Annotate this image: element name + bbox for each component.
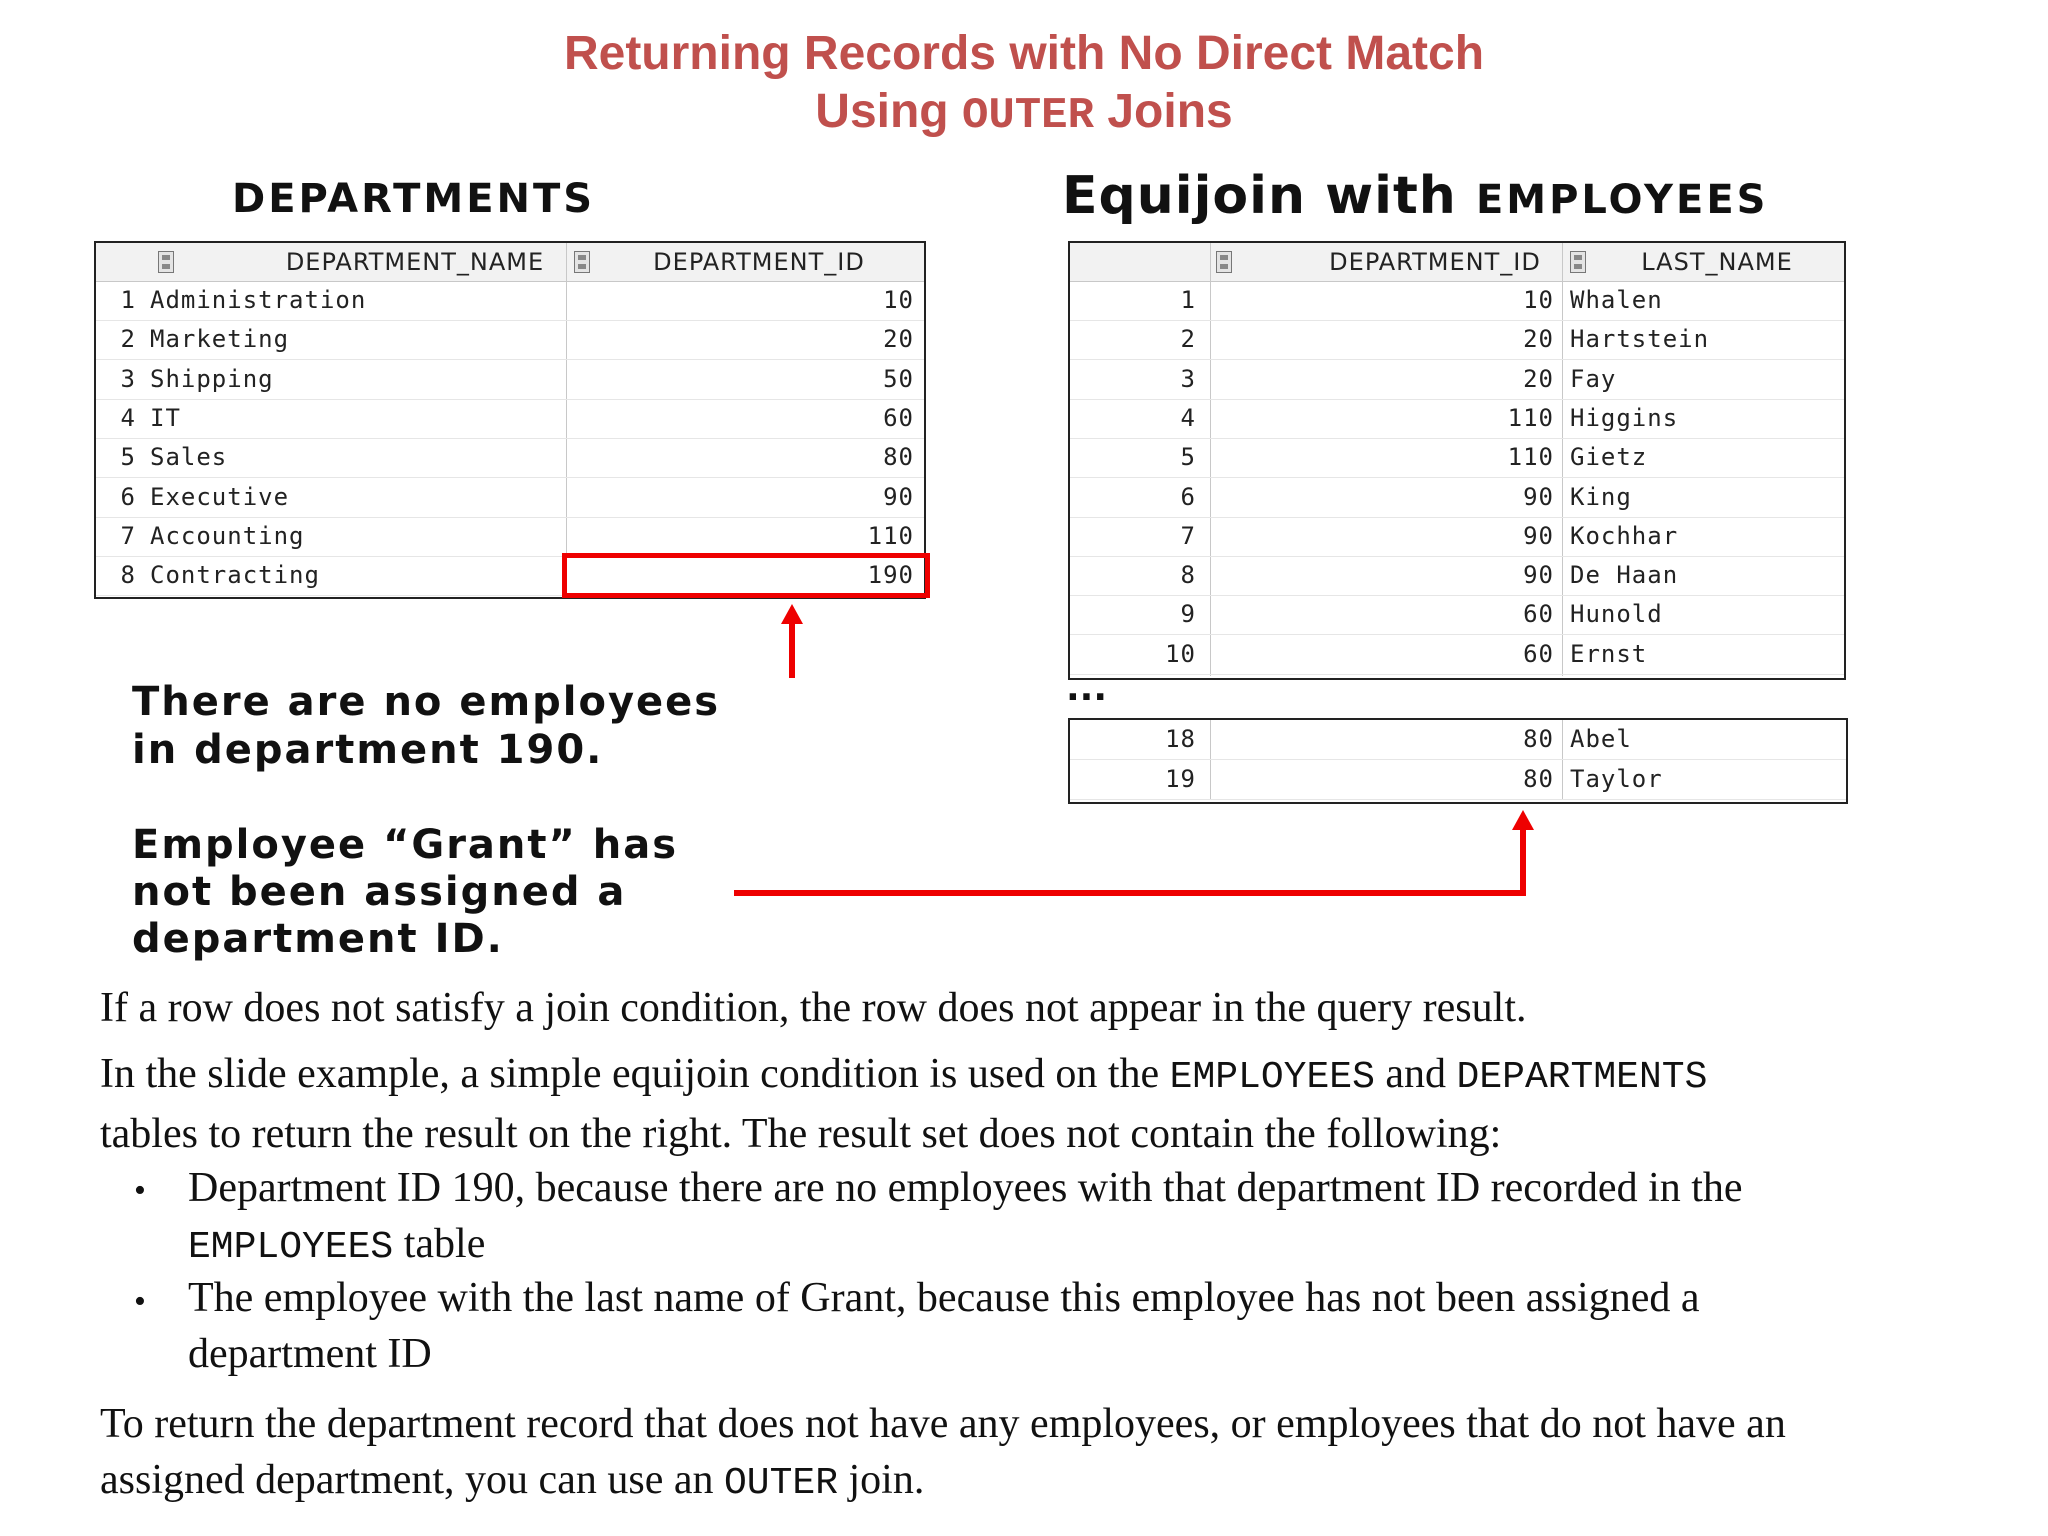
table-row[interactable]: [1070, 635, 1844, 675]
department-name-cell: Sales: [150, 443, 228, 472]
grant-line3: department ID.: [132, 916, 504, 962]
department-name-cell: Accounting: [150, 521, 305, 550]
note-paragraph-3: [100, 1396, 2000, 1512]
row-number: 5: [1180, 443, 1196, 472]
note-paragraph-3-line1: To return the department record that does not have any employees, or employees that do not have an: [100, 1401, 1786, 1447]
row-number: 4: [120, 403, 136, 432]
table-row[interactable]: [1070, 760, 1846, 800]
department-id-cell: 10: [1523, 286, 1554, 314]
department-id-cell: 110: [867, 521, 914, 550]
department-name-cell: Marketing: [150, 325, 290, 354]
bullet-item-1: [188, 1160, 2008, 1276]
last-name-cell: Gietz: [1570, 443, 1648, 472]
note-paragraph-1: If a row does not satisfy a join condition, the row does not appear in the query result.: [100, 985, 1527, 1031]
no-employees-line2: in department 190.: [132, 727, 604, 773]
table-row[interactable]: [96, 281, 924, 321]
department-id-cell: 90: [883, 482, 914, 511]
arrow-up-icon: [781, 604, 803, 624]
department-id-cell: 60: [1523, 639, 1554, 668]
department-id-cell: 20: [1523, 325, 1554, 354]
grant-line2: not been assigned a: [132, 869, 627, 915]
last-name-cell: Hunold: [1570, 600, 1663, 629]
table-row[interactable]: [96, 438, 924, 478]
code-departments: DEPARTMENTS: [1456, 1056, 1708, 1099]
title-prefix: Using: [815, 85, 949, 138]
department-name-cell: IT: [150, 403, 181, 432]
slide-title-line1: Returning Records with No Direct Match: [563, 27, 1485, 80]
table-row[interactable]: [96, 517, 924, 557]
no-employees-note: [132, 678, 720, 774]
row-number: 19: [1165, 765, 1196, 793]
title-suffix: Joins: [1107, 85, 1233, 138]
table-row[interactable]: [1070, 281, 1844, 321]
highlight-dept-190: [562, 553, 930, 598]
arrow-shaft-grant-vertical: [1520, 830, 1526, 896]
bullet-item-1-line1: Department ID 190, because there are no employees with that department ID recorded in the: [188, 1165, 1743, 1211]
department-id-cell: 90: [1523, 561, 1554, 590]
text-run: and: [1385, 1051, 1447, 1097]
department-id-cell: 190: [867, 561, 914, 590]
text-run: join.: [848, 1457, 925, 1503]
table-row[interactable]: [1070, 438, 1844, 478]
table-row[interactable]: [1070, 595, 1844, 635]
note-paragraph-3-line2: [100, 1452, 2000, 1512]
department-id-cell: 110: [1507, 443, 1554, 472]
note-paragraph-2-line2: tables to return the result on the right. The result set does not contain the following:: [100, 1111, 1502, 1157]
row-number: 3: [120, 364, 136, 393]
department-id-cell: 60: [883, 403, 914, 432]
column-header-last-name[interactable]: LAST_NAME: [1641, 248, 1793, 276]
sort-icon[interactable]: [158, 251, 174, 273]
last-name-cell: Taylor: [1570, 765, 1663, 793]
last-name-cell: Fay: [1570, 364, 1617, 393]
grant-note: [132, 822, 678, 963]
last-name-cell: Kochhar: [1570, 521, 1679, 550]
row-number: 1: [120, 286, 136, 314]
arrow-shaft-dept: [789, 622, 795, 678]
table-row[interactable]: [96, 399, 924, 439]
last-name-cell: Higgins: [1570, 403, 1679, 432]
bullet-item-2-line2: department ID: [188, 1331, 432, 1377]
no-employees-line1: There are no employees: [132, 679, 721, 725]
departments-table: [94, 241, 926, 599]
equijoin-tail-table: [1068, 718, 1848, 804]
table-row[interactable]: [1070, 320, 1844, 360]
bullet-item-1-line2: [188, 1216, 2008, 1276]
column-header-department-id[interactable]: DEPARTMENT_ID: [653, 248, 865, 276]
row-number: 10: [1165, 639, 1196, 668]
row-number: 2: [120, 325, 136, 354]
row-number: 6: [1180, 482, 1196, 511]
last-name-cell: Hartstein: [1570, 325, 1710, 354]
note-paragraph-2: [100, 1046, 2000, 1162]
row-number: 6: [120, 482, 136, 511]
table-row[interactable]: [1070, 517, 1844, 557]
department-name-cell: Shipping: [150, 364, 274, 393]
table-row[interactable]: [96, 478, 924, 518]
sort-icon[interactable]: [1570, 251, 1586, 273]
department-id-cell: 80: [1523, 765, 1554, 793]
row-number: 2: [1180, 325, 1196, 354]
grant-line1: Employee “Grant” has: [132, 822, 679, 868]
text-run: In the slide example, a simple equijoin condition is used on the: [100, 1051, 1160, 1097]
equijoin-caption: [1062, 166, 1768, 226]
table-row[interactable]: [1070, 720, 1846, 760]
row-number: 9: [1180, 600, 1196, 629]
row-number: 8: [1180, 561, 1196, 590]
text-run: table: [403, 1221, 486, 1267]
table-row[interactable]: [1070, 556, 1844, 596]
department-name-cell: Contracting: [150, 561, 320, 590]
table-row[interactable]: [1070, 360, 1844, 400]
department-id-cell: 60: [1523, 600, 1554, 629]
row-number: 18: [1165, 725, 1196, 753]
last-name-cell: Ernst: [1570, 639, 1648, 668]
row-number: 8: [120, 561, 136, 590]
department-id-cell: 20: [883, 325, 914, 354]
row-number: 7: [1180, 521, 1196, 550]
text-run: assigned department, you can use an: [100, 1457, 714, 1503]
table-row[interactable]: [96, 320, 924, 360]
column-header-department-id[interactable]: DEPARTMENT_ID: [1329, 248, 1541, 276]
sort-icon[interactable]: [574, 251, 590, 273]
column-header-department-name[interactable]: DEPARTMENT_NAME: [285, 248, 545, 276]
department-id-cell: 80: [1523, 725, 1554, 753]
table-row[interactable]: [1070, 399, 1844, 439]
equijoin-table: [1068, 241, 1846, 680]
department-id-cell: 90: [1523, 521, 1554, 550]
last-name-cell: De Haan: [1570, 561, 1679, 590]
last-name-cell: Abel: [1570, 725, 1632, 753]
equijoin-caption-table: EMPLOYEES: [1475, 177, 1769, 223]
department-id-cell: 10: [883, 286, 914, 314]
table-row[interactable]: [1070, 478, 1844, 518]
slide-title-line2: [0, 82, 2048, 146]
row-number: 4: [1180, 403, 1196, 432]
row-number: 3: [1180, 364, 1196, 393]
arrow-up-icon: [1512, 810, 1534, 830]
department-id-cell: 90: [1523, 482, 1554, 511]
code-outer: OUTER: [723, 1462, 839, 1505]
sort-icon[interactable]: [1216, 251, 1232, 273]
bullet-glyph: •: [134, 1172, 146, 1209]
bullet-item-2-line1: The employee with the last name of Grant, because this employee has not been assigned a: [188, 1275, 1700, 1321]
departments-header: [96, 243, 924, 282]
bullet-item-2: [188, 1270, 2008, 1382]
departments-caption: DEPARTMENTS: [232, 176, 596, 222]
table-row[interactable]: [96, 360, 924, 400]
bullet-glyph: •: [134, 1283, 146, 1320]
department-name-cell: Administration: [150, 286, 367, 314]
ellipsis: ...: [1066, 668, 1108, 709]
department-id-cell: 110: [1507, 403, 1554, 432]
code-employees: EMPLOYEES: [1169, 1056, 1375, 1099]
last-name-cell: Whalen: [1570, 286, 1663, 314]
arrow-shaft-grant-horizontal: [734, 890, 1526, 896]
row-number: 1: [1180, 286, 1196, 314]
code-employees: EMPLOYEES: [188, 1226, 394, 1269]
title-code: OUTER: [961, 91, 1094, 141]
last-name-cell: King: [1570, 482, 1632, 511]
department-name-cell: Executive: [150, 482, 290, 511]
row-number: 7: [120, 521, 136, 550]
department-id-cell: 20: [1523, 364, 1554, 393]
department-id-cell: 80: [883, 443, 914, 472]
note-paragraph-2-line1: [100, 1046, 2000, 1106]
equijoin-header: [1070, 243, 1844, 282]
department-id-cell: 50: [883, 364, 914, 393]
equijoin-caption-prefix: Equijoin with: [1062, 166, 1457, 226]
row-number: 5: [120, 443, 136, 472]
